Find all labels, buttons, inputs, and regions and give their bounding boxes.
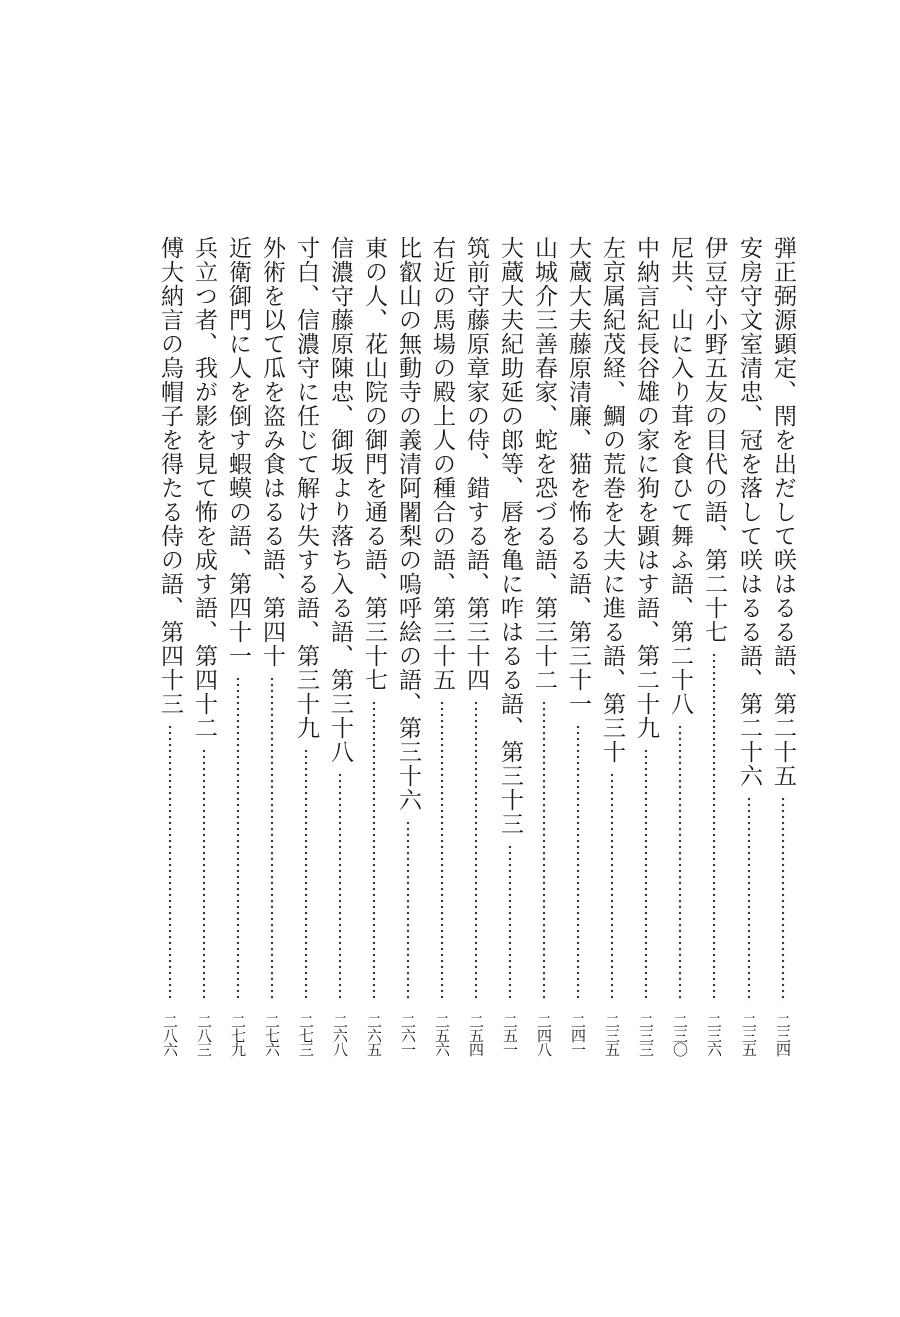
toc-page-number: 二三四 xyxy=(774,1014,792,1056)
toc-entry xyxy=(221,236,255,1056)
toc-entry-title: 東の人、花山院の御門を通る語、第三十七 xyxy=(361,236,387,692)
toc-dot-leader xyxy=(677,724,683,1002)
toc-page-number: 二五一 xyxy=(501,1014,519,1056)
toc-page-number: 二七六 xyxy=(263,1014,281,1056)
toc-entry-title: 外術を以て瓜を盗み食はるる語、第四十 xyxy=(259,236,285,668)
toc-page-number: 二三六 xyxy=(705,1014,723,1056)
toc-entry-title: 比叡山の無動寺の義清阿闍梨の嗚呼絵の語、第三十六 xyxy=(395,236,421,812)
toc-dot-leader xyxy=(541,700,547,1002)
toc-dot-leader xyxy=(780,796,786,1002)
toc-dot-leader xyxy=(303,748,309,1002)
toc-dot-leader xyxy=(235,676,241,1002)
toc-page-number: 二六八 xyxy=(331,1014,349,1056)
toc-entry xyxy=(732,236,766,1056)
toc-entry xyxy=(153,236,187,1056)
toc-entry xyxy=(187,236,221,1056)
toc-entry-title: 兵立つ者、我が影を見て怖を成す語、第四十二 xyxy=(191,236,217,740)
toc-dot-leader xyxy=(609,772,615,1002)
toc-entry-title: 近衛御門に人を倒す蝦蟆の語、第四十一 xyxy=(225,236,251,668)
toc-entry xyxy=(255,236,289,1056)
toc-entry-title: 中納言紀長谷雄の家に狗を顕はす語、第二十九 xyxy=(633,236,659,740)
toc-page-number: 二八三 xyxy=(195,1014,213,1056)
toc-page-number: 二三〇 xyxy=(671,1014,689,1056)
toc-entry xyxy=(289,236,323,1056)
toc-entry xyxy=(391,236,425,1056)
toc-dot-leader xyxy=(167,724,173,1002)
toc-dot-leader xyxy=(507,844,513,1002)
toc-dot-leader xyxy=(643,748,649,1002)
toc-entry-title: 傅大納言の烏帽子を得たる侍の語、第四十三 xyxy=(157,236,183,716)
toc-entry xyxy=(766,236,800,1056)
toc-entry xyxy=(663,236,697,1056)
toc-dot-leader xyxy=(575,724,581,1002)
toc-entry xyxy=(357,236,391,1056)
toc-dot-leader xyxy=(337,772,343,1002)
toc-entry xyxy=(425,236,459,1056)
toc-entry xyxy=(323,236,357,1056)
toc-entry xyxy=(527,236,561,1056)
toc-page-number: 二三五 xyxy=(603,1014,621,1056)
toc-page-number: 二六五 xyxy=(365,1014,383,1056)
toc-entry-title: 尼共、山に入り茸を食ひて舞ふ語、第二十八 xyxy=(667,236,693,716)
toc-entry-title: 大蔵大夫藤原清廉、猫を怖るる語、第三十一 xyxy=(565,236,591,716)
toc-entry xyxy=(561,236,595,1056)
toc-page-number: 二八六 xyxy=(161,1014,179,1056)
toc-entry xyxy=(459,236,493,1056)
toc-page-number: 二四八 xyxy=(535,1014,553,1056)
toc-entry-title: 山城介三善春家、蛇を恐づる語、第三十二 xyxy=(531,236,557,692)
toc-entry-title: 弾正弼源顕定、閇を出だして咲はるる語、第二十五 xyxy=(770,236,796,788)
toc-dot-leader xyxy=(371,700,377,1002)
toc-entry-title: 左京属紀茂経、鯛の荒巻を大夫に進る語、第三十 xyxy=(599,236,625,764)
toc-page-number: 二五六 xyxy=(433,1014,451,1056)
toc-dot-leader xyxy=(201,748,207,1002)
toc-page-number: 二三三 xyxy=(637,1014,655,1056)
toc-dot-leader xyxy=(269,676,275,1002)
toc-entry-title: 大蔵大夫紀助延の郎等、唇を亀に咋はるる語、第三十三 xyxy=(497,236,523,836)
toc-entry-title: 伊豆守小野五友の目代の語、第二十七 xyxy=(701,236,727,644)
toc-entry-title: 寸白、信濃守に任じて解け失する語、第三十九 xyxy=(293,236,319,740)
toc-dot-leader xyxy=(405,820,411,1002)
toc-dot-leader xyxy=(711,652,717,1002)
toc-page-number: 二六一 xyxy=(399,1014,417,1056)
toc-entry xyxy=(595,236,629,1056)
toc-entry-title: 信濃守藤原陳忠、御坂より落ち入る語、第三十八 xyxy=(327,236,353,764)
toc-entry-title: 筑前守藤原章家の侍、錯する語、第三十四 xyxy=(463,236,489,692)
toc-entry-title: 右近の馬場の殿上人の種合の語、第三十五 xyxy=(429,236,455,692)
toc-entry-title: 安房守文室清忠、冠を落して咲はるる語、第二十六 xyxy=(736,236,762,788)
toc-dot-leader xyxy=(439,700,445,1002)
toc-page-number: 二五四 xyxy=(467,1014,485,1056)
toc-entry xyxy=(493,236,527,1056)
toc-dot-leader xyxy=(746,796,752,1002)
toc-page-number: 二三五 xyxy=(740,1014,758,1056)
toc-entry xyxy=(629,236,663,1056)
toc-page-number: 二七三 xyxy=(297,1014,315,1056)
toc-page-number: 二四一 xyxy=(569,1014,587,1056)
toc-dot-leader xyxy=(473,700,479,1002)
toc-page-number: 二七九 xyxy=(229,1014,247,1056)
toc-entry xyxy=(697,236,731,1056)
